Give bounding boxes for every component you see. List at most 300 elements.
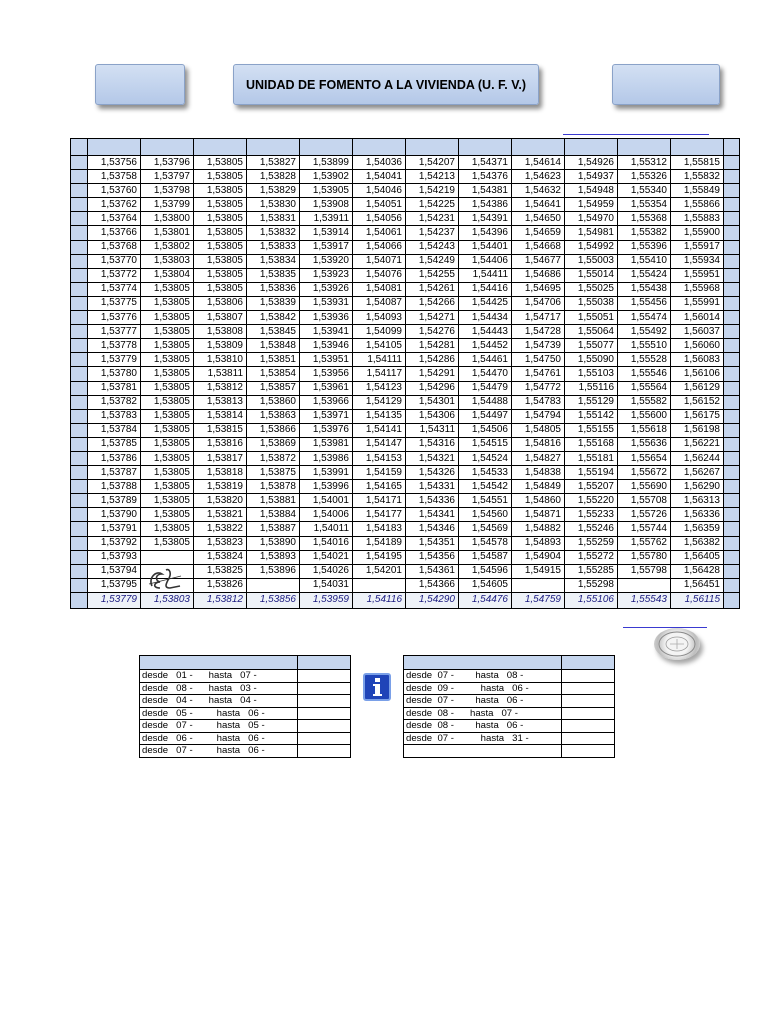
value-cell: 1,53836 [247, 282, 300, 296]
value-cell: 1,53805 [141, 409, 194, 423]
value-cell: 1,53911 [300, 212, 353, 226]
value-cell: 1,53926 [300, 282, 353, 296]
value-cell: 1,53805 [141, 325, 194, 339]
value-cell: 1,53783 [88, 409, 141, 423]
ranges-header-cell [404, 656, 562, 670]
value-cell: 1,54794 [512, 409, 565, 423]
range-value [298, 732, 351, 745]
value-cell: 1,53789 [88, 494, 141, 508]
value-cell: 1,53807 [194, 311, 247, 325]
ranges-row [404, 682, 615, 695]
ranges-right-table [403, 655, 615, 758]
value-cell: 1,53896 [247, 564, 300, 578]
value-cell: 1,53798 [141, 184, 194, 198]
value-cell: 1,55780 [618, 550, 671, 564]
value-cell: 1,55968 [671, 282, 724, 296]
value-cell: 1,54171 [353, 494, 406, 508]
value-cell: 1,54970 [565, 212, 618, 226]
value-cell: 1,53991 [300, 466, 353, 480]
row-edge-cell [71, 296, 88, 310]
value-cell: 1,54021 [300, 550, 353, 564]
value-cell: 1,56198 [671, 423, 724, 437]
value-cell: 1,54129 [353, 395, 406, 409]
ufv-table [70, 138, 740, 609]
value-cell: 1,54087 [353, 296, 406, 310]
value-cell: 1,54316 [406, 437, 459, 451]
row-edge-cell [71, 409, 88, 423]
value-cell: 1,54356 [406, 550, 459, 564]
value-cell: 1,53816 [194, 437, 247, 451]
value-cell: 1,54416 [459, 282, 512, 296]
value-cell: 1,53785 [88, 437, 141, 451]
value-cell: 1,54321 [406, 451, 459, 465]
value-cell: 1,55951 [671, 268, 724, 282]
value-cell [141, 550, 194, 564]
table-row [71, 156, 740, 170]
value-cell: 1,54346 [406, 522, 459, 536]
row-edge-cell [71, 592, 88, 608]
value-cell: 1,53823 [194, 536, 247, 550]
value-cell: 1,53774 [88, 282, 141, 296]
value-cell: 1,54739 [512, 339, 565, 353]
value-cell: 1,53815 [194, 423, 247, 437]
value-cell: 1,53801 [141, 226, 194, 240]
row-edge-cell [724, 550, 740, 564]
value-cell: 1,53875 [247, 466, 300, 480]
value-cell: 1,53902 [300, 170, 353, 184]
value-cell: 1,54992 [565, 240, 618, 254]
range-label: desde 06 - hasta 06 - [140, 732, 298, 745]
header-cell [247, 139, 300, 156]
value-cell: 1,55410 [618, 254, 671, 268]
header-cell [671, 139, 724, 156]
range-value [298, 707, 351, 720]
row-edge-cell [724, 296, 740, 310]
average-cell: 1,53812 [194, 592, 247, 608]
value-cell: 1,55103 [565, 367, 618, 381]
value-cell: 1,55866 [671, 198, 724, 212]
value-cell: 1,54006 [300, 508, 353, 522]
value-cell: 1,54515 [459, 437, 512, 451]
value-cell: 1,54165 [353, 480, 406, 494]
value-cell: 1,53827 [247, 156, 300, 170]
value-cell: 1,56106 [671, 367, 724, 381]
value-cell: 1,55326 [618, 170, 671, 184]
ranges-header-row [140, 656, 351, 670]
ranges-row [140, 707, 351, 720]
value-cell: 1,55883 [671, 212, 724, 226]
value-cell: 1,56060 [671, 339, 724, 353]
value-cell: 1,54026 [300, 564, 353, 578]
value-cell: 1,54301 [406, 395, 459, 409]
value-cell: 1,54926 [565, 156, 618, 170]
value-cell: 1,53805 [141, 367, 194, 381]
value-cell: 1,53817 [194, 451, 247, 465]
value-cell: 1,54291 [406, 367, 459, 381]
value-cell: 1,55546 [618, 367, 671, 381]
value-cell: 1,55116 [565, 381, 618, 395]
value-cell: 1,54386 [459, 198, 512, 212]
value-cell: 1,54948 [565, 184, 618, 198]
header-right-box [612, 64, 720, 105]
value-cell: 1,53794 [88, 564, 141, 578]
value-cell: 1,53808 [194, 325, 247, 339]
header-cell [618, 139, 671, 156]
value-cell: 1,55798 [618, 564, 671, 578]
value-cell: 1,54141 [353, 423, 406, 437]
row-edge-cell [724, 466, 740, 480]
value-cell: 1,55396 [618, 240, 671, 254]
value-cell: 1,55285 [565, 564, 618, 578]
table-row [71, 494, 740, 508]
value-cell: 1,53857 [247, 381, 300, 395]
value-cell: 1,54249 [406, 254, 459, 268]
row-edge-cell [724, 508, 740, 522]
value-cell: 1,54361 [406, 564, 459, 578]
value-cell: 1,53800 [141, 212, 194, 226]
range-label: desde 05 - hasta 06 - [140, 707, 298, 720]
value-cell: 1,53822 [194, 522, 247, 536]
value-cell: 1,54452 [459, 339, 512, 353]
value-cell: 1,53863 [247, 409, 300, 423]
value-cell: 1,54596 [459, 564, 512, 578]
row-edge-cell [724, 170, 740, 184]
value-cell: 1,53878 [247, 480, 300, 494]
value-cell: 1,54524 [459, 451, 512, 465]
ranges-row [404, 732, 615, 745]
value-cell: 1,54177 [353, 508, 406, 522]
value-cell: 1,53805 [194, 282, 247, 296]
row-edge-cell [71, 282, 88, 296]
value-cell: 1,53819 [194, 480, 247, 494]
value-cell: 1,55298 [565, 578, 618, 592]
value-cell: 1,53956 [300, 367, 353, 381]
value-cell: 1,54255 [406, 268, 459, 282]
row-edge-cell [724, 325, 740, 339]
header-cell [194, 139, 247, 156]
value-cell: 1,54286 [406, 353, 459, 367]
value-cell: 1,53848 [247, 339, 300, 353]
value-cell: 1,55142 [565, 409, 618, 423]
table-row [71, 423, 740, 437]
average-cell: 1,53959 [300, 592, 353, 608]
range-label: desde 07 - hasta 06 - [404, 695, 562, 708]
value-cell: 1,54849 [512, 480, 565, 494]
value-cell: 1,53884 [247, 508, 300, 522]
header-cell [406, 139, 459, 156]
value-cell: 1,53936 [300, 311, 353, 325]
row-edge-cell [724, 437, 740, 451]
row-edge-cell [71, 311, 88, 325]
ranges-row [404, 745, 615, 758]
value-cell: 1,55077 [565, 339, 618, 353]
table-row [71, 508, 740, 522]
value-cell: 1,56290 [671, 480, 724, 494]
value-cell: 1,53831 [247, 212, 300, 226]
header-cell [724, 139, 740, 156]
value-cell: 1,53805 [141, 353, 194, 367]
ranges-row [404, 670, 615, 683]
value-cell: 1,54093 [353, 311, 406, 325]
average-cell: 1,54290 [406, 592, 459, 608]
header-cell [459, 139, 512, 156]
value-cell: 1,54306 [406, 409, 459, 423]
value-cell: 1,53996 [300, 480, 353, 494]
value-cell: 1,53869 [247, 437, 300, 451]
value-cell: 1,53971 [300, 409, 353, 423]
range-value [562, 720, 615, 733]
value-cell: 1,54772 [512, 381, 565, 395]
value-cell: 1,54587 [459, 550, 512, 564]
value-cell: 1,54366 [406, 578, 459, 592]
value-cell: 1,53805 [194, 156, 247, 170]
table-row [71, 353, 740, 367]
value-cell: 1,54981 [565, 226, 618, 240]
range-value [298, 670, 351, 683]
value-cell: 1,55129 [565, 395, 618, 409]
row-edge-cell [724, 522, 740, 536]
ranges-row [140, 732, 351, 745]
value-cell: 1,53796 [141, 156, 194, 170]
range-value [298, 745, 351, 758]
value-cell: 1,56037 [671, 325, 724, 339]
header-cell [353, 139, 406, 156]
value-cell: 1,53923 [300, 268, 353, 282]
value-cell: 1,55917 [671, 240, 724, 254]
value-cell: 1,54219 [406, 184, 459, 198]
value-cell: 1,53795 [88, 578, 141, 592]
value-cell: 1,55726 [618, 508, 671, 522]
range-label: desde 07 - hasta 31 - [404, 732, 562, 745]
average-cell: 1,54759 [512, 592, 565, 608]
value-cell: 1,53805 [141, 339, 194, 353]
row-edge-cell [724, 226, 740, 240]
value-cell: 1,53786 [88, 451, 141, 465]
value-cell: 1,54695 [512, 282, 565, 296]
value-cell: 1,54213 [406, 170, 459, 184]
value-cell: 1,53779 [88, 353, 141, 367]
value-cell: 1,54271 [406, 311, 459, 325]
value-cell: 1,53803 [141, 254, 194, 268]
value-cell: 1,53986 [300, 451, 353, 465]
value-cell: 1,53966 [300, 395, 353, 409]
value-cell: 1,53805 [194, 170, 247, 184]
value-cell: 1,54066 [353, 240, 406, 254]
value-cell: 1,55815 [671, 156, 724, 170]
value-cell: 1,56129 [671, 381, 724, 395]
value-cell: 1,53805 [194, 184, 247, 198]
value-cell: 1,53887 [247, 522, 300, 536]
value-cell: 1,53788 [88, 480, 141, 494]
value-cell: 1,53812 [194, 381, 247, 395]
value-cell: 1,54341 [406, 508, 459, 522]
value-cell: 1,54686 [512, 268, 565, 282]
value-cell: 1,54605 [459, 578, 512, 592]
row-edge-cell [71, 536, 88, 550]
value-cell: 1,53851 [247, 353, 300, 367]
value-cell: 1,54915 [512, 564, 565, 578]
value-cell: 1,54189 [353, 536, 406, 550]
table-row [71, 296, 740, 310]
value-cell: 1,53890 [247, 536, 300, 550]
row-edge-cell [724, 381, 740, 395]
row-edge-cell [71, 240, 88, 254]
value-cell: 1,54381 [459, 184, 512, 198]
value-cell: 1,54011 [300, 522, 353, 536]
value-cell: 1,54827 [512, 451, 565, 465]
range-value [562, 682, 615, 695]
value-cell: 1,53772 [88, 268, 141, 282]
value-cell: 1,54959 [565, 198, 618, 212]
value-cell: 1,54551 [459, 494, 512, 508]
value-cell: 1,55168 [565, 437, 618, 451]
value-cell: 1,53917 [300, 240, 353, 254]
ranges-row [140, 682, 351, 695]
value-cell: 1,53805 [141, 395, 194, 409]
value-cell: 1,53805 [194, 268, 247, 282]
value-cell: 1,54706 [512, 296, 565, 310]
value-cell: 1,53832 [247, 226, 300, 240]
value-cell: 1,54750 [512, 353, 565, 367]
value-cell: 1,55424 [618, 268, 671, 282]
range-label: desde 08 - hasta 03 - [140, 682, 298, 695]
table-row [71, 536, 740, 550]
value-cell: 1,54937 [565, 170, 618, 184]
row-edge-cell [71, 564, 88, 578]
value-cell: 1,55220 [565, 494, 618, 508]
value-cell: 1,54497 [459, 409, 512, 423]
value-cell: 1,54479 [459, 381, 512, 395]
value-cell: 1,55438 [618, 282, 671, 296]
value-cell: 1,53762 [88, 198, 141, 212]
value-cell: 1,54893 [512, 536, 565, 550]
value-cell: 1,54296 [406, 381, 459, 395]
value-cell: 1,56336 [671, 508, 724, 522]
value-cell: 1,54871 [512, 508, 565, 522]
value-cell: 1,54056 [353, 212, 406, 226]
value-cell: 1,54331 [406, 480, 459, 494]
row-edge-cell [724, 212, 740, 226]
value-cell: 1,55312 [618, 156, 671, 170]
value-cell: 1,54046 [353, 184, 406, 198]
average-cell: 1,54476 [459, 592, 512, 608]
value-cell: 1,53805 [194, 254, 247, 268]
value-cell: 1,54838 [512, 466, 565, 480]
value-cell: 1,53804 [141, 268, 194, 282]
value-cell: 1,54717 [512, 311, 565, 325]
ranges-row [140, 695, 351, 708]
average-cell: 1,55106 [565, 592, 618, 608]
value-cell: 1,54668 [512, 240, 565, 254]
value-cell: 1,53905 [300, 184, 353, 198]
row-edge-cell [71, 226, 88, 240]
ranges-left-table [139, 655, 351, 758]
value-cell: 1,54231 [406, 212, 459, 226]
row-edge-cell [724, 198, 740, 212]
table-row [71, 451, 740, 465]
row-edge-cell [724, 353, 740, 367]
value-cell: 1,53845 [247, 325, 300, 339]
value-cell: 1,54614 [512, 156, 565, 170]
average-cell: 1,56115 [671, 592, 724, 608]
value-cell: 1,55492 [618, 325, 671, 339]
value-cell: 1,53805 [194, 240, 247, 254]
value-cell: 1,54183 [353, 522, 406, 536]
average-cell: 1,54116 [353, 592, 406, 608]
row-edge-cell [71, 466, 88, 480]
page-title: UNIDAD DE FOMENTO A LA VIVIENDA (U. F. V.) [233, 64, 539, 105]
value-cell: 1,53805 [141, 451, 194, 465]
value-cell: 1,54411 [459, 268, 512, 282]
value-cell: 1,54904 [512, 550, 565, 564]
value-cell: 1,54281 [406, 339, 459, 353]
value-cell: 1,56451 [671, 578, 724, 592]
value-cell: 1,54443 [459, 325, 512, 339]
row-edge-cell [71, 170, 88, 184]
value-cell: 1,53941 [300, 325, 353, 339]
value-cell: 1,53775 [88, 296, 141, 310]
header-left-box [95, 64, 185, 105]
value-cell: 1,53768 [88, 240, 141, 254]
average-cell: 1,53856 [247, 592, 300, 608]
value-cell: 1,53931 [300, 296, 353, 310]
value-cell: 1,54461 [459, 353, 512, 367]
value-cell: 1,55510 [618, 339, 671, 353]
row-edge-cell [71, 156, 88, 170]
value-cell: 1,53920 [300, 254, 353, 268]
value-cell: 1,54376 [459, 170, 512, 184]
table-row [71, 226, 740, 240]
row-edge-cell [724, 409, 740, 423]
range-value [298, 720, 351, 733]
table-row [71, 550, 740, 564]
info-icon[interactable] [363, 673, 391, 701]
value-cell: 1,55368 [618, 212, 671, 226]
table-row [71, 170, 740, 184]
value-cell: 1,53872 [247, 451, 300, 465]
row-edge-cell [71, 508, 88, 522]
value-cell: 1,55744 [618, 522, 671, 536]
value-cell: 1,54266 [406, 296, 459, 310]
row-edge-cell [724, 240, 740, 254]
value-cell: 1,54201 [353, 564, 406, 578]
row-edge-cell [724, 311, 740, 325]
ranges-row [140, 670, 351, 683]
value-cell: 1,56221 [671, 437, 724, 451]
value-cell: 1,55762 [618, 536, 671, 550]
value-cell: 1,55708 [618, 494, 671, 508]
row-edge-cell [724, 156, 740, 170]
value-cell: 1,53810 [194, 353, 247, 367]
value-cell: 1,53802 [141, 240, 194, 254]
value-cell: 1,56428 [671, 564, 724, 578]
value-cell: 1,53805 [141, 423, 194, 437]
table-row [71, 480, 740, 494]
value-cell: 1,55003 [565, 254, 618, 268]
value-cell: 1,53881 [247, 494, 300, 508]
row-edge-cell [71, 212, 88, 226]
value-cell: 1,53797 [141, 170, 194, 184]
table-row [71, 339, 740, 353]
value-cell: 1,54425 [459, 296, 512, 310]
value-cell: 1,55207 [565, 480, 618, 494]
table-row [71, 466, 740, 480]
top-link-underline[interactable] [563, 134, 709, 135]
value-cell: 1,53776 [88, 311, 141, 325]
value-cell: 1,53799 [141, 198, 194, 212]
row-edge-cell [71, 550, 88, 564]
value-cell: 1,55382 [618, 226, 671, 240]
